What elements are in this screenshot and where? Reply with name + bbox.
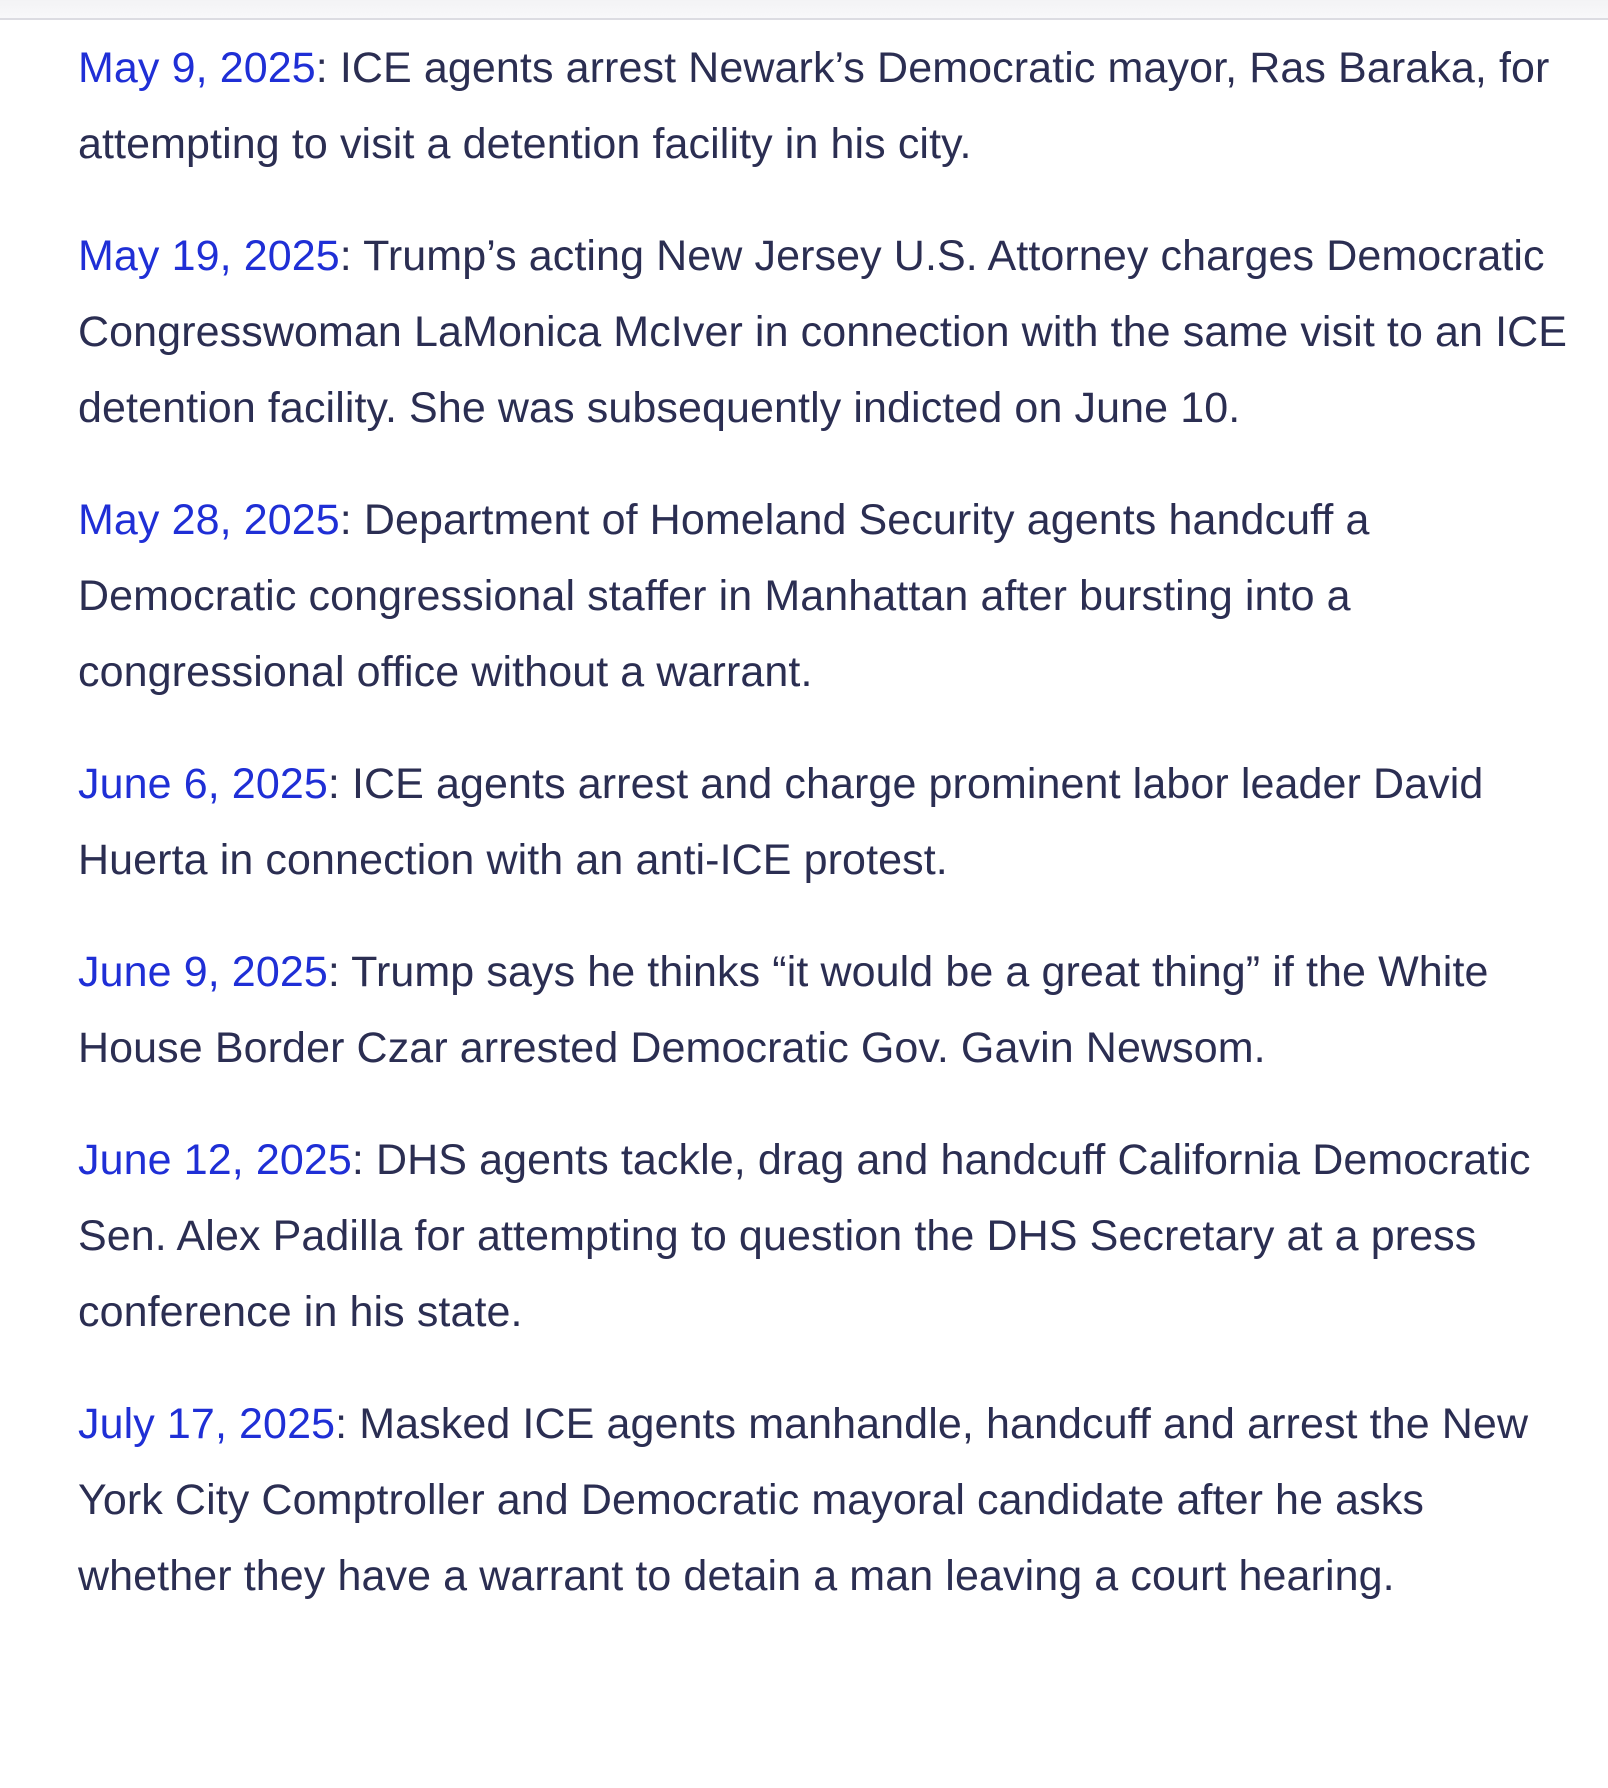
timeline-entry <box>78 218 1588 446</box>
entry-date-link[interactable]: July 17, 2025 <box>78 1400 336 1448</box>
timeline-entry <box>78 30 1588 182</box>
timeline-entry <box>78 746 1588 898</box>
timeline-entry <box>78 1122 1588 1350</box>
entry-text: : Masked ICE agents manhandle, handcuff and arrest the New York City Comptroller and Democratic mayoral candidate after he asks whether they have a warrant to detain a man leaving a court hearing. <box>78 1400 1529 1600</box>
top-divider <box>0 0 1608 20</box>
entry-date-link[interactable]: June 9, 2025 <box>78 948 328 996</box>
timeline-list <box>78 30 1588 1650</box>
entry-date-link[interactable]: June 6, 2025 <box>78 760 328 808</box>
entry-text: : Trump’s acting New Jersey U.S. Attorney charges Democratic Congresswoman LaMonica McIver in connection with the same visit to an ICE detention facility. She was subsequently indicted on June 10. <box>78 232 1568 432</box>
entry-date-link[interactable]: May 9, 2025 <box>78 44 316 92</box>
entry-text: : ICE agents arrest and charge prominent labor leader David Huerta in connection with an anti-ICE protest. <box>78 760 1484 884</box>
entry-text: : ICE agents arrest Newark’s Democratic mayor, Ras Baraka, for attempting to visit a detention facility in his city. <box>78 44 1550 168</box>
entry-text: : DHS agents tackle, drag and handcuff California Democratic Sen. Alex Padilla for attempting to question the DHS Secretary at a press conference in his state. <box>78 1136 1531 1336</box>
timeline-entry <box>78 482 1588 710</box>
entry-date-link[interactable]: May 19, 2025 <box>78 232 340 280</box>
timeline-entry <box>78 1386 1588 1614</box>
entry-text: : Department of Homeland Security agents handcuff a Democratic congressional staffer in Manhattan after bursting into a congressional office without a warrant. <box>78 496 1370 696</box>
entry-text: : Trump says he thinks “it would be a great thing” if the White House Border Czar arrested Democratic Gov. Gavin Newsom. <box>78 948 1489 1072</box>
entry-date-link[interactable]: June 12, 2025 <box>78 1136 352 1184</box>
entry-date-link[interactable]: May 28, 2025 <box>78 496 340 544</box>
timeline-entry <box>78 934 1588 1086</box>
